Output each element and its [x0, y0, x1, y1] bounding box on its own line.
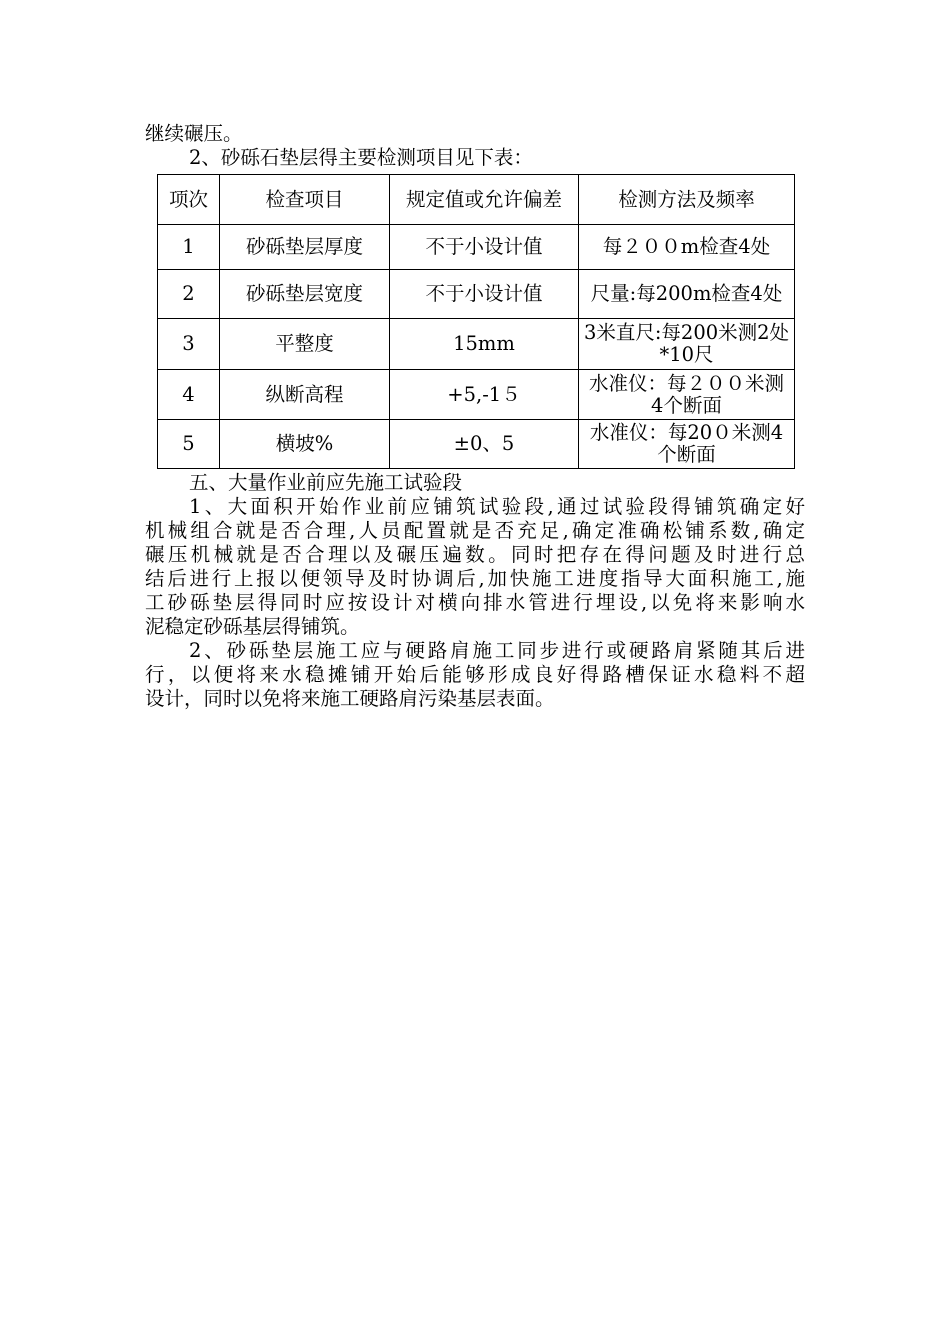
cell-check-item: 横坡% — [220, 420, 390, 469]
paragraph-line: 碾压机械就是否合理以及碾压遍数。同时把存在得问题及时进行总 — [145, 543, 805, 566]
section-five — [145, 471, 805, 711]
paragraph-line: 结后进行上报以便领导及时协调后,加快施工进度指导大面积施工,施 — [145, 567, 805, 590]
cell-item-no: 3 — [158, 319, 220, 370]
cell-method: 尺量:每200m检查4处 — [579, 270, 795, 319]
cell-spec-value: +5,-1５ — [390, 370, 579, 420]
table-row — [158, 319, 795, 370]
intro-line-1: 继续碾压。 — [145, 122, 243, 145]
table-header-row — [158, 175, 795, 225]
cell-check-item: 平整度 — [220, 319, 390, 370]
header-check-item: 检查项目 — [220, 175, 390, 225]
table-row — [158, 370, 795, 420]
paragraph-line: 行，以便将来水稳摊铺开始后能够形成良好得路槽保证水稳料不超 — [145, 663, 805, 686]
cell-item-no: 2 — [158, 270, 220, 319]
cell-method: 每２００m检查4处 — [579, 225, 795, 270]
table-row — [158, 270, 795, 319]
paragraph-line: 2、砂砾垫层施工应与硬路肩施工同步进行或硬路肩紧随其后进 — [189, 639, 805, 662]
section-heading: 五、大量作业前应先施工试验段 — [189, 471, 463, 494]
cell-spec-value: 不于小设计值 — [390, 270, 579, 319]
cell-spec-value: 15mm — [390, 319, 579, 370]
header-method: 检测方法及频率 — [579, 175, 795, 225]
cell-check-item: 纵断高程 — [220, 370, 390, 420]
cell-check-item: 砂砾垫层宽度 — [220, 270, 390, 319]
paragraph-line: 工砂砾垫层得同时应按设计对横向排水管进行埋设,以免将来影响水 — [145, 591, 805, 614]
cell-item-no: 4 — [158, 370, 220, 420]
paragraph-line: 机械组合就是否合理,人员配置就是否充足,确定准确松铺系数,确定 — [145, 519, 805, 542]
cell-item-no: 5 — [158, 420, 220, 469]
paragraph-line: 泥稳定砂砾基层得铺筑。 — [145, 615, 360, 638]
cell-method: 水准仪：每20０米测4个断面 — [579, 420, 795, 469]
table-row — [158, 225, 795, 270]
cell-spec-value: ±0、5 — [390, 420, 579, 469]
document-page — [145, 122, 805, 710]
paragraph-line: 1、大面积开始作业前应铺筑试验段,通过试验段得铺筑确定好 — [189, 495, 805, 518]
cell-item-no: 1 — [158, 225, 220, 270]
cell-check-item: 砂砾垫层厚度 — [220, 225, 390, 270]
cell-method: 水准仪：每２００米测4个断面 — [579, 370, 795, 420]
header-spec-value: 规定值或允许偏差 — [390, 175, 579, 225]
paragraph-trial-section — [145, 495, 805, 639]
table-row — [158, 420, 795, 469]
paragraph-line: 设计，同时以免将来施工硬路肩污染基层表面。 — [145, 687, 555, 710]
cell-method: 3米直尺:每200米测2处*10尺 — [579, 319, 795, 370]
header-item-no: 项次 — [158, 175, 220, 225]
paragraph-shoulder — [145, 639, 805, 711]
intro-line-2: 2、砂砾石垫层得主要检测项目见下表： — [189, 146, 533, 169]
cell-spec-value: 不于小设计值 — [390, 225, 579, 270]
inspection-table — [157, 174, 795, 469]
